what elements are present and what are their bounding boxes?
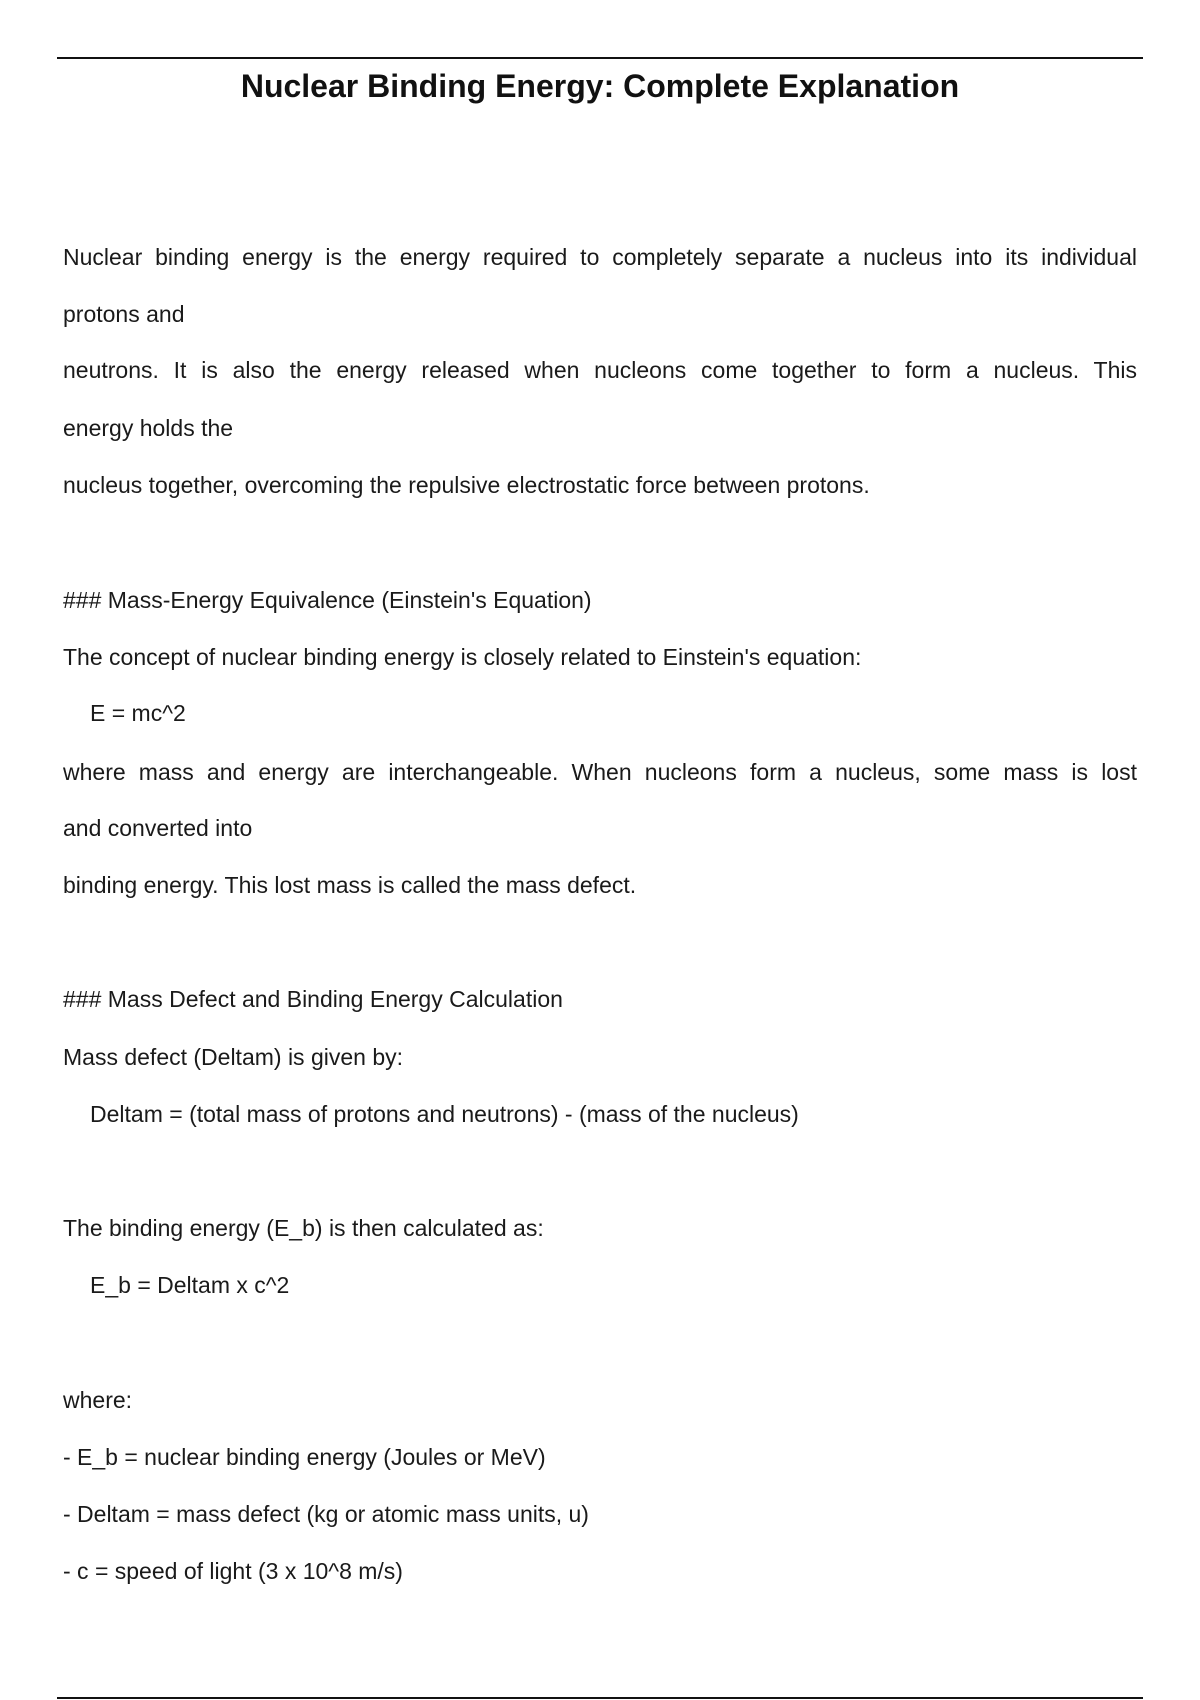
mass-energy-line-2: and converted into <box>63 815 253 841</box>
section-heading-mass-defect: ### Mass Defect and Binding Energy Calculation <box>63 986 563 1012</box>
mass-defect-equation: Deltam = (total mass of protons and neutrons) - (mass of the nucleus) <box>90 1101 799 1127</box>
intro-line-5: nucleus together, overcoming the repulsive electrostatic force between protons. <box>63 472 870 498</box>
bottom-rule <box>57 1697 1143 1699</box>
top-rule <box>57 57 1143 59</box>
mass-defect-lead: Mass defect (Deltam) is given by: <box>63 1044 404 1070</box>
intro-line-4: energy holds the <box>63 415 234 441</box>
binding-energy-equation: E_b = Deltam x c^2 <box>90 1272 290 1298</box>
mass-energy-line-1: where mass and energy are interchangeable. When nucleons form a nucleus, some mass is lost <box>63 759 1137 785</box>
section-heading-mass-energy: ### Mass-Energy Equivalence (Einstein's Equation) <box>63 587 592 613</box>
einstein-equation: E = mc^2 <box>90 700 186 726</box>
list-item: - E_b = nuclear binding energy (Joules or MeV) <box>63 1444 546 1470</box>
intro-line-1: Nuclear binding energy is the energy required to completely separate a nucleus into its individual <box>63 244 1137 270</box>
einstein-lead: The concept of nuclear binding energy is closely related to Einstein's equation: <box>63 644 862 670</box>
page-title: Nuclear Binding Energy: Complete Explanation <box>240 68 960 104</box>
binding-energy-lead: The binding energy (E_b) is then calculated as: <box>63 1215 544 1241</box>
list-item: - Deltam = mass defect (kg or atomic mass units, u) <box>63 1501 589 1527</box>
intro-line-2: protons and <box>63 301 185 327</box>
list-item: - c = speed of light (3 x 10^8 m/s) <box>63 1558 403 1584</box>
mass-energy-line-3: binding energy. This lost mass is called the mass defect. <box>63 872 637 898</box>
where-label: where: <box>63 1387 133 1413</box>
intro-line-3: neutrons. It is also the energy released when nucleons come together to form a nucleus. This <box>63 357 1137 383</box>
